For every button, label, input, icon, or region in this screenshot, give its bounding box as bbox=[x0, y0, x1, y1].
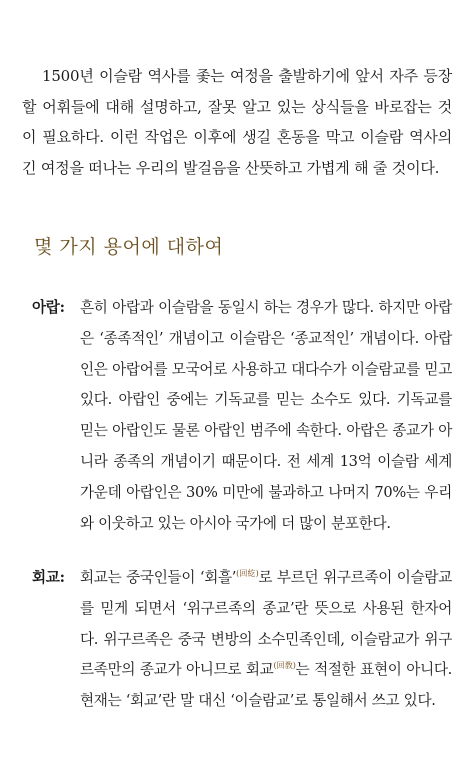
entry-term: 회교: bbox=[32, 569, 65, 586]
hanja-gloss: (回紇) bbox=[236, 569, 259, 579]
hanja-gloss: (回敎) bbox=[273, 661, 296, 671]
intro-paragraph: 1500년 이슬람 역사를 좇는 여정을 출발하기에 앞서 자주 등장할 어휘들에 대해 설명하고, 잘못 알고 있는 상식들을 바로잡는 것이 필요하다. 이런 작업은 이후에 생길 혼동을 막고 이슬람 역사의 긴 여정을 떠나는 우리의 발걸음을 산뜻하고 가볍게 해 줄 것이다. bbox=[22, 67, 452, 177]
entry-term: 아랍: bbox=[32, 299, 65, 316]
entry-definition bbox=[80, 563, 452, 717]
definition-text: 회교는 중국인들이 ‘회흘’ bbox=[80, 569, 237, 586]
definition-text: 는 적절한 표현이 아니다. 현재는 ‘회교’란 말 대신 ‘이슬람교’로 통일해서 쓰고 있다. bbox=[80, 661, 452, 710]
entry-definition: 흔히 아랍과 이슬람을 동일시 하는 경우가 많다. 하지만 아랍은 ‘종족적인’ 개념이고 이슬람은 ‘종교적인’ 개념이다. 아랍인은 아랍어를 모국어로 사용하고 대다수가 이슬람교를 믿고 있다. 아랍인 중에는 기독교를 믿는 소수도 있다. 기독교를 믿는 아랍인도 물론 아랍인 범주에 속한다. 아랍은 종교가 아니라 종족의 개념이기 때문이다. 전 세계 13억 이슬람 세계 가운데 아랍인은 30% 미만에 불과하고 나머지 70%는 우리와 이웃하고 있는 아시아 국가에 더 많이 분포한다. bbox=[80, 299, 452, 532]
definition-text: 로 부르던 위구르족이 이슬람교를 믿게 되면서 ‘위구르족의 종교’란 뜻으로 사용된 한자어다. 위구르족은 중국 변방의 소수민족인데, 이슬람교가 위구르족만의 종교가 아니므로 회교 bbox=[80, 569, 452, 679]
section-heading: 몇 가지 용어에 대하여 bbox=[34, 236, 224, 258]
